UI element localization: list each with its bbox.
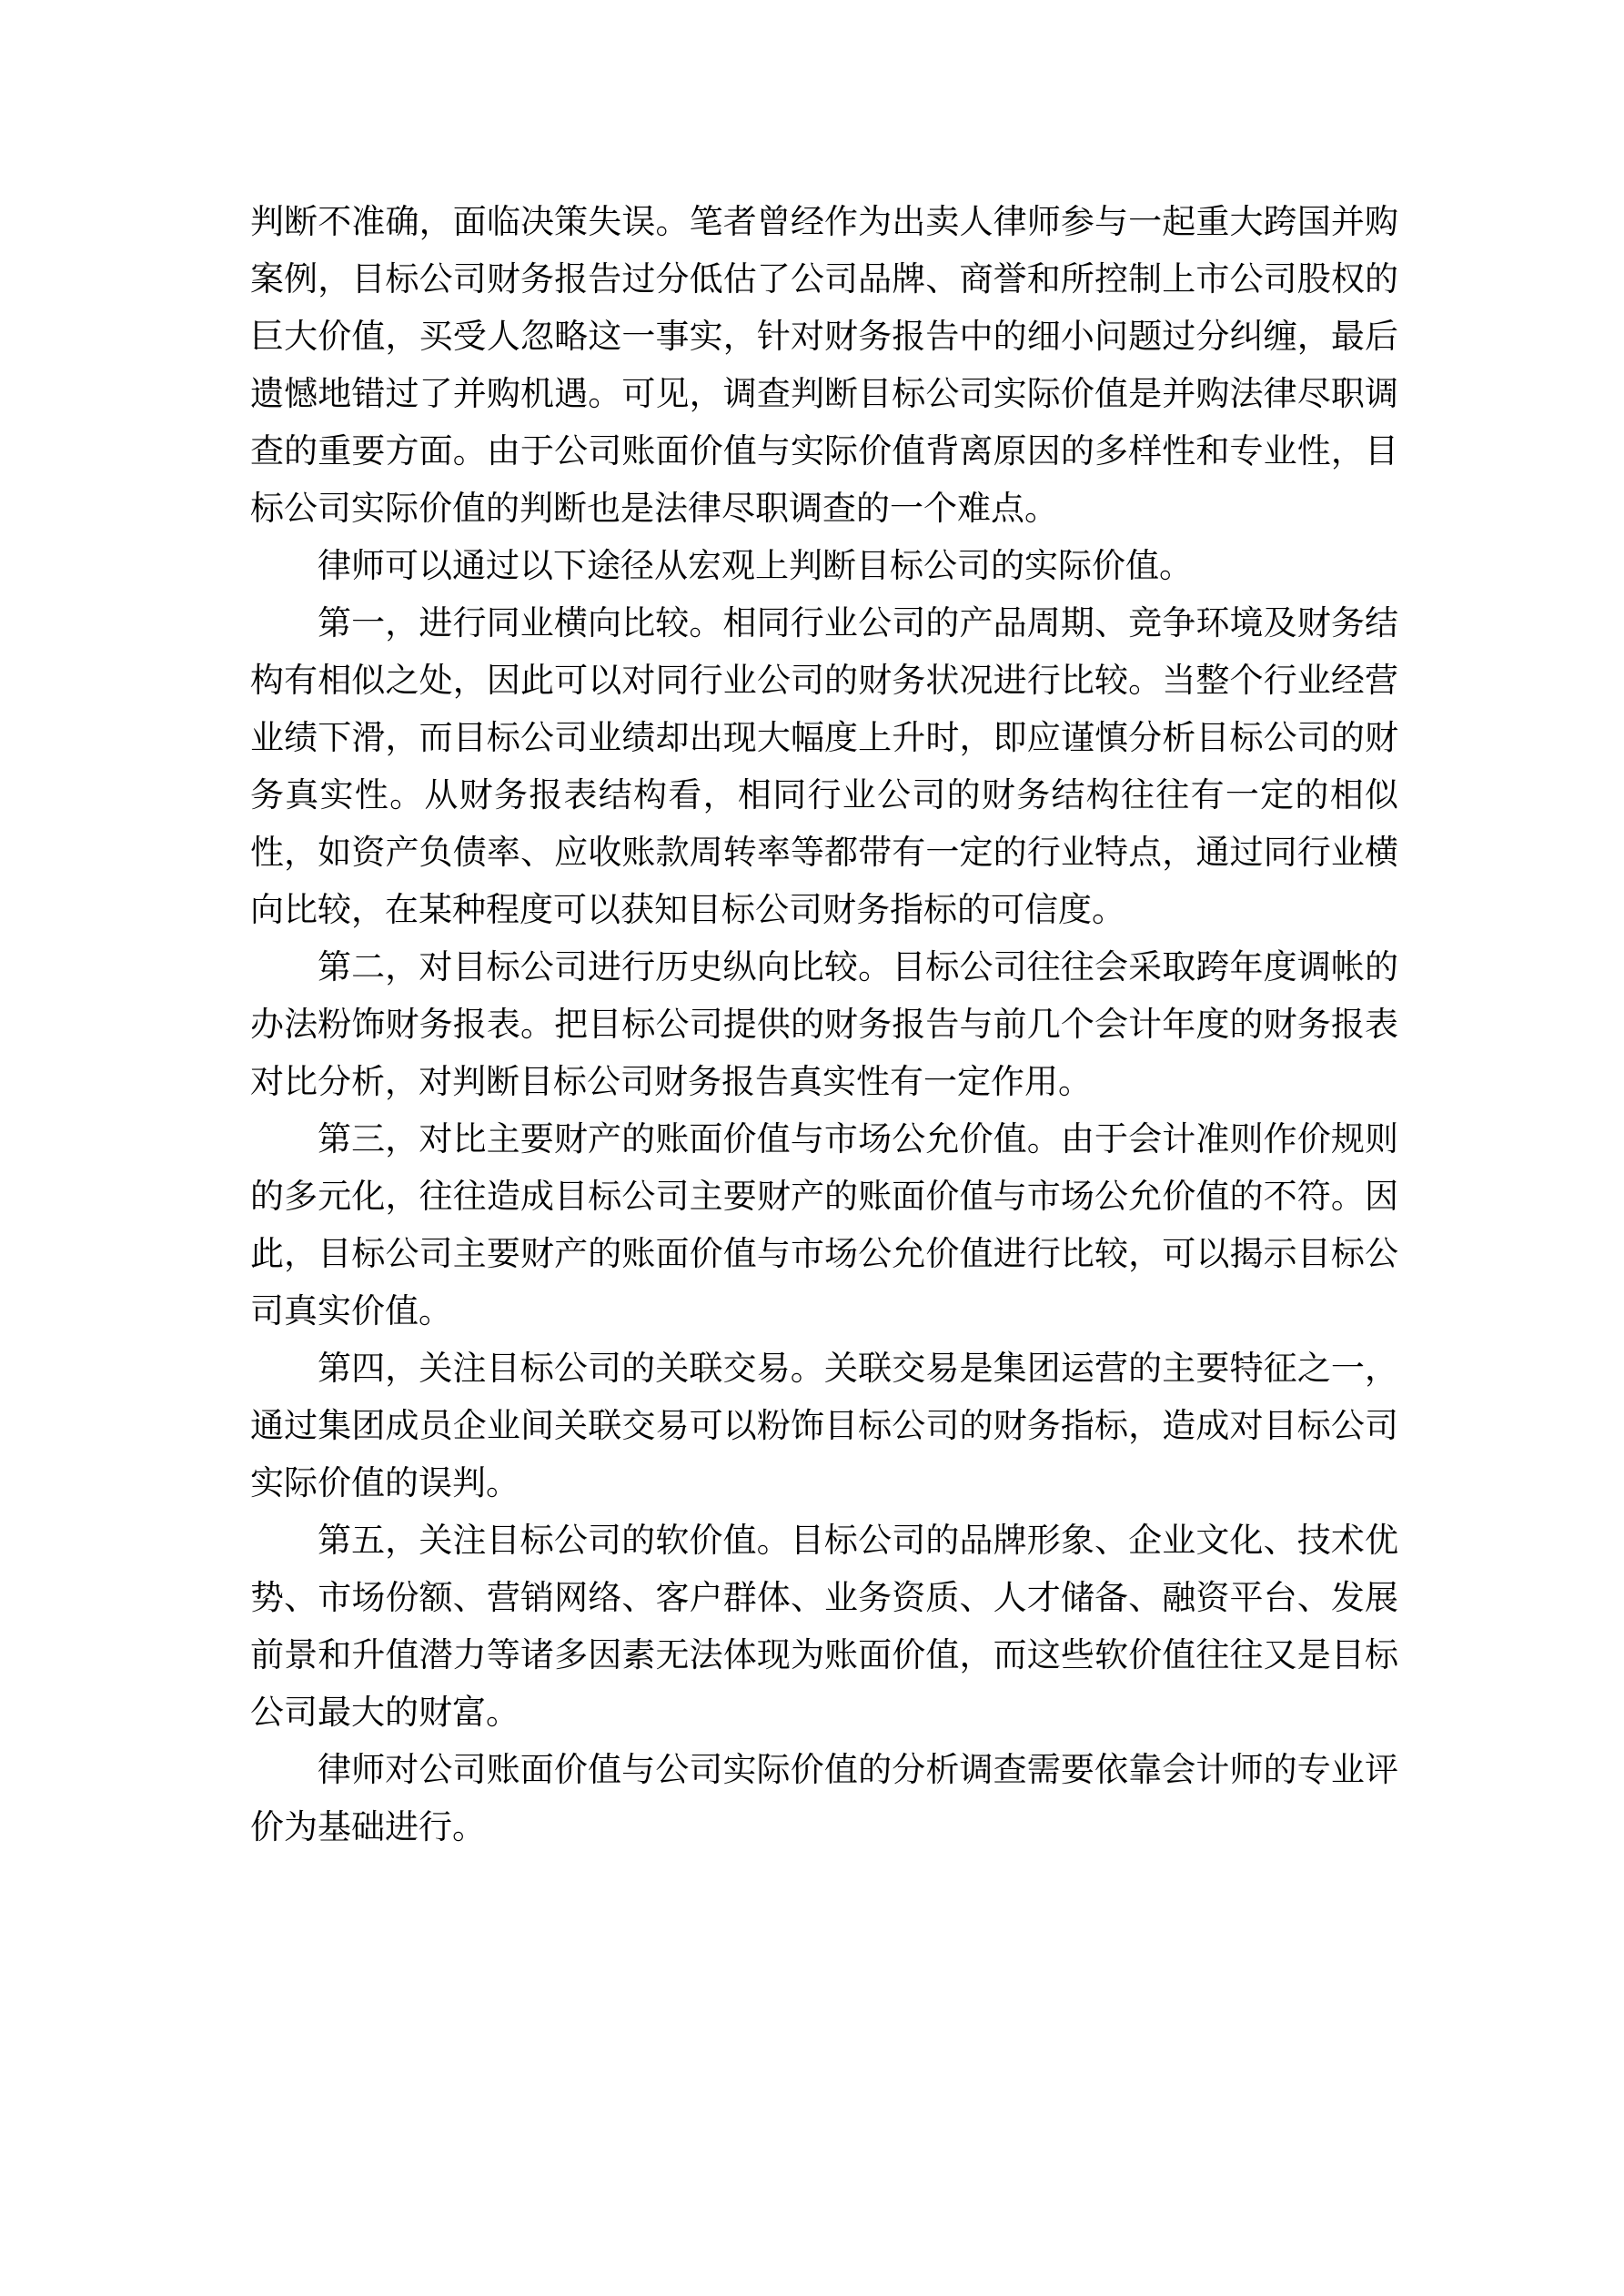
paragraph-7: 第五，关注目标公司的软价值。目标公司的品牌形象、企业文化、技术优势、市场份额、营销网络、客户群体、业务资质、人才储备、融资平台、发展前景和升值潜力等诸多因素无法体现为账面价值，而这些软价值往往又是目标公司最大的财富。 [250,1521,1398,1732]
paragraph-4: 第二，对目标公司进行历史纵向比较。目标公司往往会采取跨年度调帐的办法粉饰财务报表。把目标公司提供的财务报告与前几个会计年度的财务报表对比分析，对判断目标公司财务报告真实性有一定作用。 [250,947,1398,1101]
document-body [250,193,1398,1856]
paragraph-6: 第四，关注目标公司的关联交易。关联交易是集团运营的主要特征之一，通过集团成员企业间关联交易可以粉饰目标公司的财务指标，造成对目标公司实际价值的误判。 [250,1349,1398,1502]
paragraph-8: 律师对公司账面价值与公司实际价值的分析调查需要依靠会计师的专业评价为基础进行。 [250,1750,1398,1846]
paragraph-5: 第三，对比主要财产的账面价值与市场公允价值。由于会计准则作价规则的多元化，往往造成目标公司主要财产的账面价值与市场公允价值的不符。因此，目标公司主要财产的账面价值与市场公允价值进行比较，可以揭示目标公司真实价值。 [250,1119,1398,1330]
paragraph-2: 律师可以通过以下途径从宏观上判断目标公司的实际价值。 [318,546,1193,585]
paragraph-3: 第一，进行同业横向比较。相同行业公司的产品周期、竞争环境及财务结构有相似之处，因此可以对同行业公司的财务状况进行比较。当整个行业经营业绩下滑，而目标公司业绩却出现大幅度上升时，即应谨慎分析目标公司的财务真实性。从财务报表结构看，相同行业公司的财务结构往往有一定的相似性，如资产负债率、应收账款周转率等都带有一定的行业特点，通过同行业横向比较，在某种程度可以获知目标公司财务指标的可信度。 [250,603,1398,929]
paragraph-1: 判断不准确，面临决策失误。笔者曾经作为出卖人律师参与一起重大跨国并购案例，目标公司财务报告过分低估了公司品牌、商誉和所控制上市公司股权的巨大价值，买受人忽略这一事实，针对财务报告中的细小问题过分纠缠，最后遗憾地错过了并购机遇。可见，调查判断目标公司实际价值是并购法律尽职调查的重要方面。由于公司账面价值与实际价值背离原因的多样性和专业性，目标公司实际价值的判断也是法律尽职调查的一个难点。 [250,202,1398,528]
